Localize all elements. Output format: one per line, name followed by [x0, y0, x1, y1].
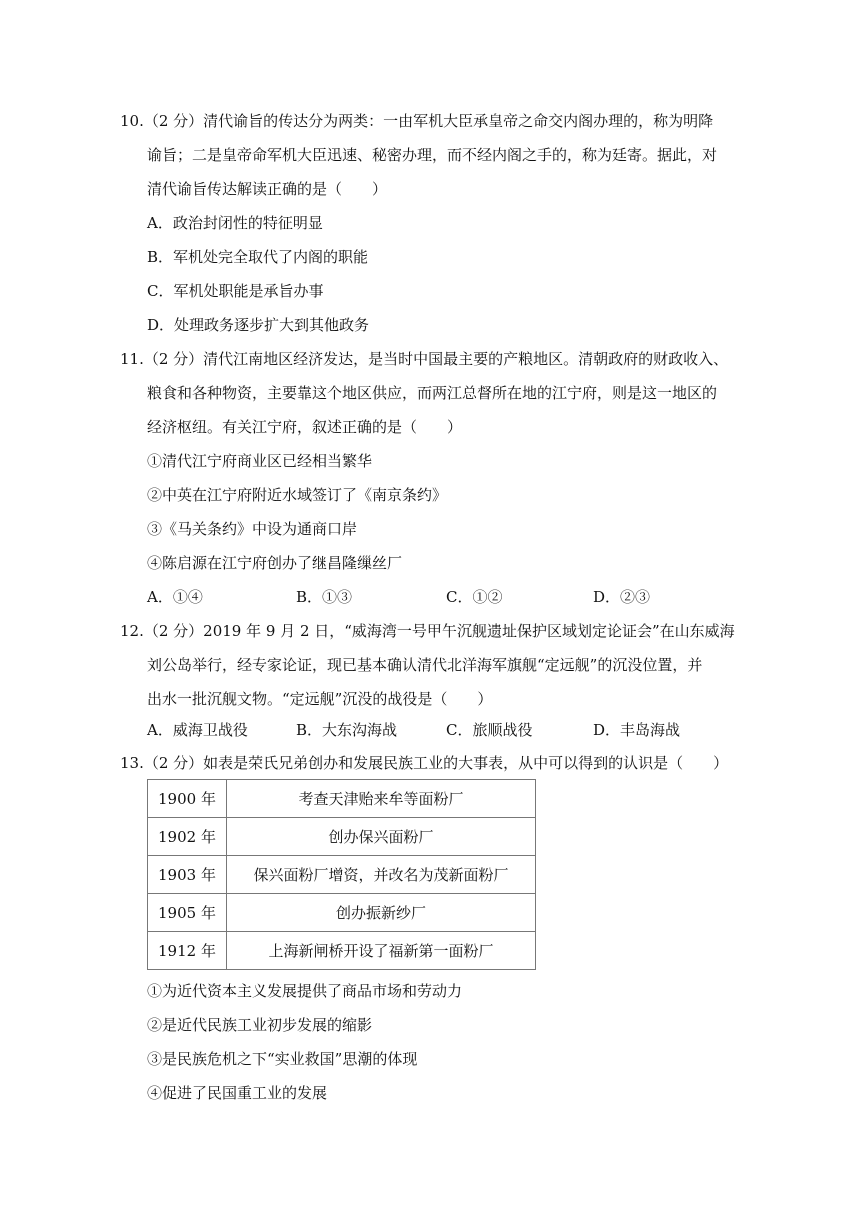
question-11-item-4: ④陈启源在江宁府创办了继昌隆缫丝厂	[147, 554, 403, 572]
table-cell-event: 创办振新纱厂	[227, 894, 536, 932]
question-10-option-d: D．处理政务逐步扩大到其他政务	[147, 316, 370, 334]
table-row	[148, 856, 536, 894]
table-cell-event: 考查天津贻来牟等面粉厂	[227, 780, 536, 818]
question-13-stem-line-1: 13.（2 分）如表是荣氏兄弟创办和发展民族工业的大事表，从中可以得到的认识是（ ）	[120, 754, 729, 772]
table-cell-event: 创办保兴面粉厂	[227, 818, 536, 856]
question-11-stem-line-3: 经济枢纽。有关江宁府，叙述正确的是（ ）	[147, 418, 463, 436]
table-cell-event: 保兴面粉厂增资，并改名为茂新面粉厂	[227, 856, 536, 894]
question-10-option-c: C．军机处职能是承旨办事	[147, 282, 324, 300]
question-13-item-4: ④促进了民国重工业的发展	[147, 1084, 328, 1102]
table-cell-year: 1912 年	[148, 932, 227, 970]
question-10-option-b: B．军机处完全取代了内阁的职能	[147, 248, 369, 266]
question-12-option-d: D．丰岛海战	[593, 721, 681, 739]
question-12-option-a: A．威海卫战役	[147, 721, 248, 739]
table-row	[148, 818, 536, 856]
table-cell-year: 1903 年	[148, 856, 227, 894]
question-12-stem-line-3: 出水一批沉舰文物。“定远舰”沉没的战役是（ ）	[147, 690, 493, 708]
rong-family-events-table	[147, 779, 536, 970]
table-cell-event: 上海新闸桥开设了福新第一面粉厂	[227, 932, 536, 970]
table-row	[148, 932, 536, 970]
table-cell-year: 1905 年	[148, 894, 227, 932]
table-row	[148, 780, 536, 818]
question-13-item-1: ①为近代资本主义发展提供了商品市场和劳动力	[147, 982, 463, 1000]
question-10-stem-line-2: 谕旨；二是皇帝命军机大臣迅速、秘密办理，而不经内阁之手的，称为廷寄。据此，对	[147, 146, 718, 164]
question-11-stem-line-1: 11.（2 分）清代江南地区经济发达，是当时中国最主要的产粮地区。清朝政府的财政收入、	[120, 350, 729, 368]
question-12-option-c: C．旅顺战役	[446, 721, 533, 739]
question-12-option-b: B．大东沟海战	[296, 721, 398, 739]
question-11-option-a: A．①④	[147, 588, 203, 606]
question-11-stem-line-2: 粮食和各种物资，主要靠这个地区供应，而两江总督所在地的江宁府，则是这一地区的	[147, 384, 718, 402]
question-11-item-3: ③《马关条约》中设为通商口岸	[147, 520, 358, 538]
question-11-option-d: D．②③	[593, 588, 651, 606]
question-11-item-1: ①清代江宁府商业区已经相当繁华	[147, 452, 373, 470]
question-10-option-a: A．政治封闭性的特征明显	[147, 214, 323, 232]
question-12-stem-line-2: 刘公岛举行，经专家论证，现已基本确认清代北洋海军旗舰“定远舰”的沉没位置，并	[147, 656, 703, 674]
table-row	[148, 894, 536, 932]
question-13-item-3: ③是民族危机之下“实业救国”思潮的体现	[147, 1050, 418, 1068]
table-cell-year: 1900 年	[148, 780, 227, 818]
question-10-stem-line-3: 清代谕旨传达解读正确的是（ ）	[147, 180, 388, 198]
question-11-item-2: ②中英在江宁府附近水域签订了《南京条约》	[147, 486, 448, 504]
question-10-stem-line-1: 10.（2 分）清代谕旨的传达分为两类：一由军机大臣承皇帝之命交内阁办理的，称为明降	[120, 112, 714, 130]
question-11-option-b: B．①③	[296, 588, 353, 606]
question-12-stem-line-1: 12.（2 分）2019 年 9 月 2 日，“威海湾一号甲午沉舰遗址保护区域划定论证会”在山东威海	[120, 622, 735, 640]
question-11-option-c: C．①②	[446, 588, 503, 606]
table-cell-year: 1902 年	[148, 818, 227, 856]
question-13-item-2: ②是近代民族工业初步发展的缩影	[147, 1016, 373, 1034]
